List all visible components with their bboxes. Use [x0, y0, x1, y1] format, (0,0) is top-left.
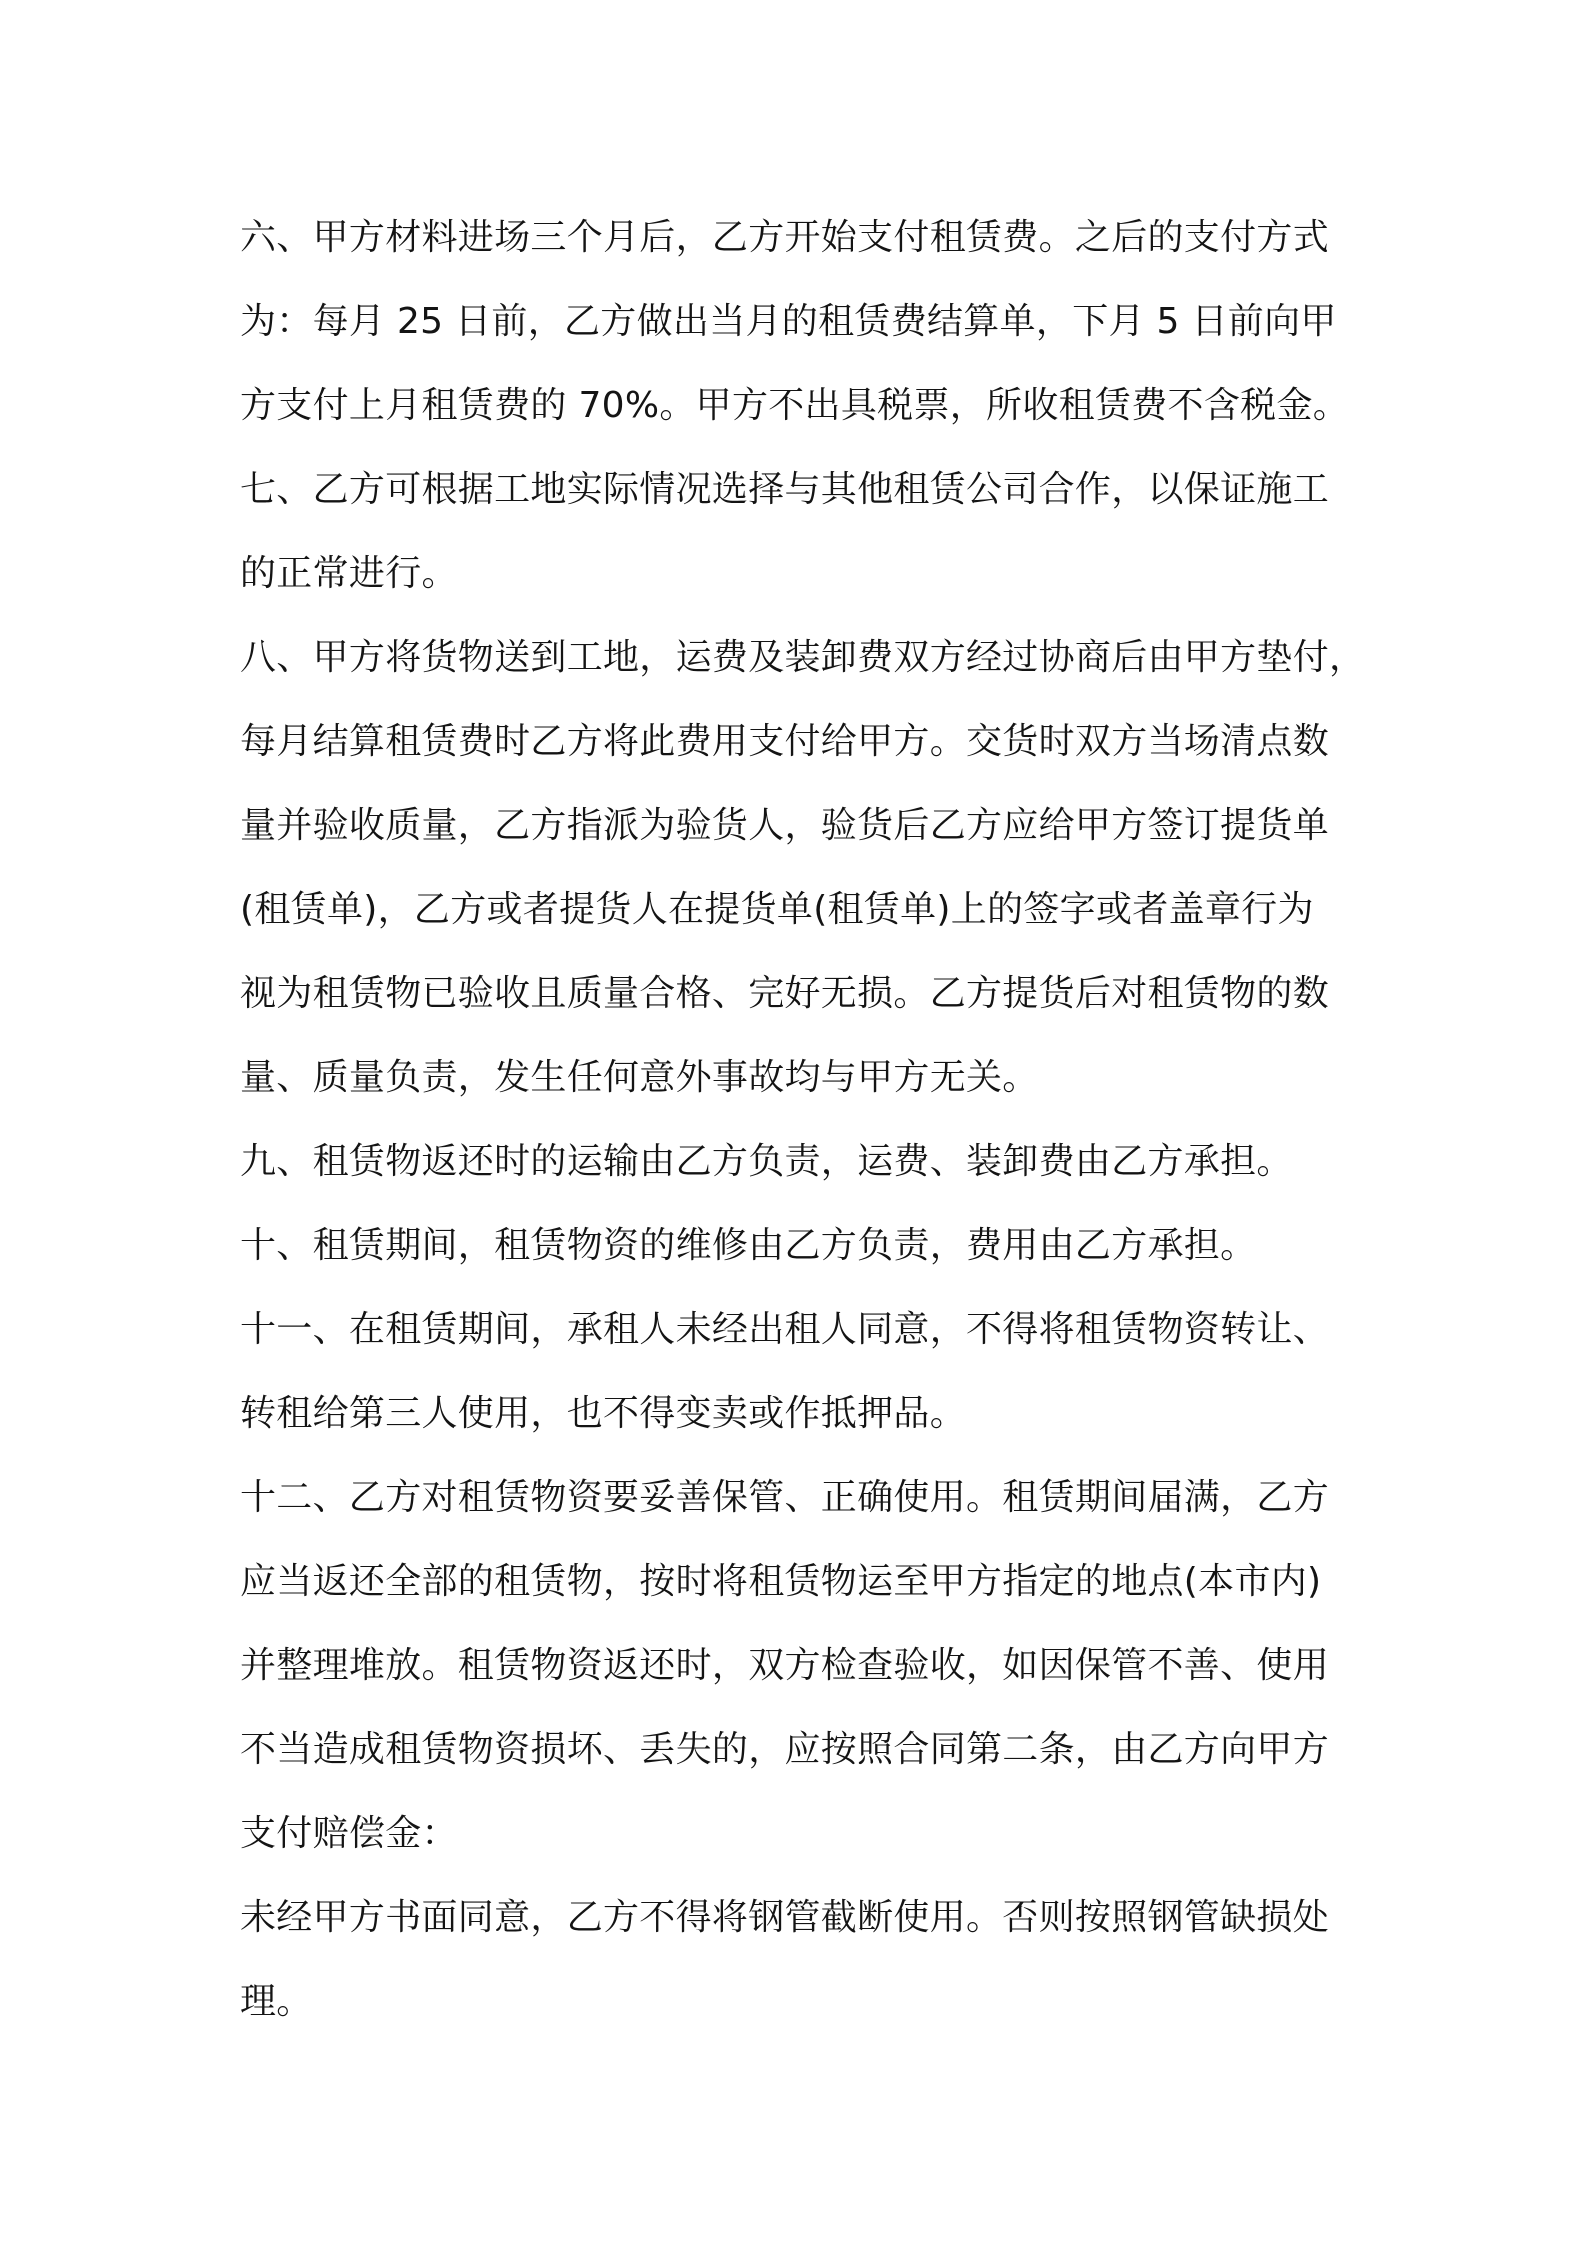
- clause-10-line-1: 十、租赁期间，租赁物资的维修由乙方负责，费用由乙方承担。: [240, 1225, 1257, 1266]
- clause-6-line-1: 六、甲方材料进场三个月后，乙方开始支付租赁费。之后的支付方式: [240, 217, 1330, 258]
- note-line-2: 理。: [240, 1981, 313, 2022]
- clause-12-line-3: 并整理堆放。租赁物资返还时，双方检查验收，如因保管不善、使用: [240, 1645, 1330, 1686]
- clause-8-line-2: 每月结算租赁费时乙方将此费用支付给甲方。交货时双方当场清点数: [240, 721, 1330, 762]
- note-line-1: 未经甲方书面同意，乙方不得将钢管截断使用。否则按照钢管缺损处: [240, 1897, 1330, 1938]
- clause-12-line-5: 支付赔偿金：: [240, 1813, 458, 1854]
- clause-8-line-6: 量、质量负责，发生任何意外事故均与甲方无关。: [240, 1057, 1039, 1098]
- clause-6-line-3: 方支付上月租赁费的 70%。甲方不出具税票，所收租赁费不含税金。: [240, 385, 1350, 426]
- clause-7-line-2: 的正常进行。: [240, 553, 458, 594]
- clause-9-line-1: 九、租赁物返还时的运输由乙方负责，运费、装卸费由乙方承担。: [240, 1141, 1293, 1182]
- clause-8-line-3: 量并验收质量，乙方指派为验货人，验货后乙方应给甲方签订提货单: [240, 805, 1330, 846]
- clause-12-line-2: 应当返还全部的租赁物，按时将租赁物运至甲方指定的地点(本市内): [240, 1561, 1322, 1602]
- clause-7-line-1: 七、乙方可根据工地实际情况选择与其他租赁公司合作，以保证施工: [240, 469, 1330, 510]
- clause-8-line-1: 八、甲方将货物送到工地，运费及装卸费双方经过协商后由甲方垫付，: [240, 637, 1366, 678]
- clause-6-line-2: 为：每月 25 日前，乙方做出当月的租赁费结算单，下月 5 日前向甲: [240, 301, 1337, 342]
- clause-8-line-4: (租赁单)，乙方或者提货人在提货单(租赁单)上的签字或者盖章行为: [240, 889, 1314, 930]
- clause-12-line-1: 十二、乙方对租赁物资要妥善保管、正确使用。租赁期间届满，乙方: [240, 1477, 1330, 1518]
- clause-11-line-2: 转租给第三人使用，也不得变卖或作抵押品。: [240, 1393, 967, 1434]
- clause-12-line-4: 不当造成租赁物资损坏、丢失的，应按照合同第二条，由乙方向甲方: [240, 1729, 1330, 1770]
- document-body: [240, 196, 1366, 2044]
- clause-8-line-5: 视为租赁物已验收且质量合格、完好无损。乙方提货后对租赁物的数: [240, 973, 1330, 1014]
- clause-11-line-1: 十一、在租赁期间，承租人未经出租人同意，不得将租赁物资转让、: [240, 1309, 1330, 1350]
